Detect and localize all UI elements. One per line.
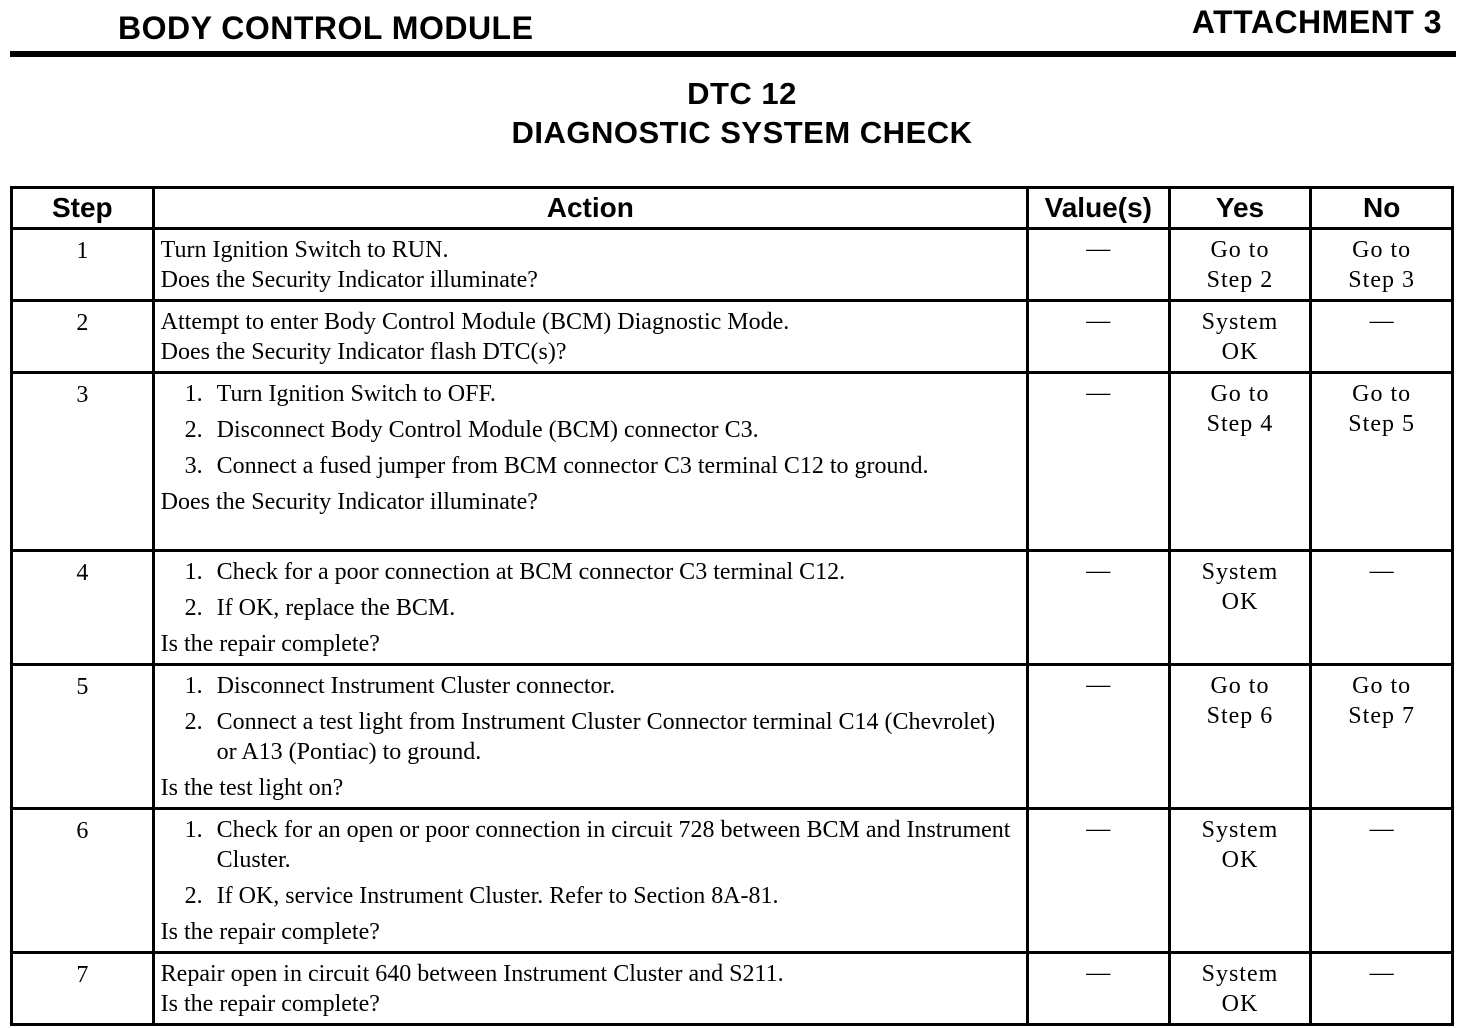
value-cell: — — [1027, 953, 1169, 1025]
action-text — [153, 551, 1027, 665]
substep: 1. Turn Ignition Switch to OFF. — [184, 381, 496, 407]
step-number: 5 — [12, 665, 154, 809]
action-question: Is the repair complete? — [160, 631, 380, 657]
table-row — [12, 229, 1453, 301]
action-question: Does the Security Indicator illuminate? — [160, 267, 538, 293]
yes-cell: System OK — [1169, 809, 1311, 953]
action-question: Is the repair complete? — [160, 991, 380, 1017]
table-row — [12, 373, 1453, 551]
yes-cell: Go to Step 2 — [1169, 229, 1311, 301]
yes-cell: System OK — [1169, 551, 1311, 665]
action-text — [153, 809, 1027, 953]
table-row — [12, 551, 1453, 665]
title-check-name: DIAGNOSTIC SYSTEM CHECK — [511, 115, 973, 150]
substep-list — [161, 671, 1020, 767]
no-cell: — — [1311, 953, 1453, 1025]
step-number: 2 — [12, 301, 154, 373]
yes-cell: System OK — [1169, 301, 1311, 373]
value-cell: — — [1027, 229, 1169, 301]
table-row — [12, 953, 1453, 1025]
substep: 2. Connect a test light from Instrument Cluster Connector terminal C14 (Chevrolet) or A13 (Pontiac) to ground. — [184, 709, 996, 765]
header-divider — [10, 51, 1456, 57]
no-cell: Go to Step 5 — [1311, 373, 1453, 551]
substep: 1. Check for a poor connection at BCM connector C3 terminal C12. — [184, 559, 846, 585]
substep-list — [161, 379, 1020, 481]
title-dtc-code: DTC 12 — [687, 76, 797, 111]
action-line: Repair open in circuit 640 between Instrument Cluster and S211. — [160, 961, 784, 987]
table-header-row — [12, 188, 1453, 229]
diagnostic-table — [10, 186, 1454, 1026]
no-cell: Go to Step 7 — [1311, 665, 1453, 809]
substep: 2. Disconnect Body Control Module (BCM) connector C3. — [184, 417, 759, 443]
column-header-action: Action — [153, 188, 1027, 229]
header-module-title: BODY CONTROL MODULE — [118, 10, 534, 46]
action-question: Is the repair complete? — [160, 919, 380, 945]
action-line: Attempt to enter Body Control Module (BCM) Diagnostic Mode. — [160, 309, 790, 335]
no-cell: — — [1311, 809, 1453, 953]
no-cell: — — [1311, 551, 1453, 665]
step-number: 1 — [12, 229, 154, 301]
substep: 2. If OK, replace the BCM. — [184, 595, 456, 621]
column-header-yes: Yes — [1169, 188, 1311, 229]
value-cell: — — [1027, 551, 1169, 665]
step-number: 3 — [12, 373, 154, 551]
action-text — [153, 373, 1027, 551]
action-question: Does the Security Indicator flash DTC(s)? — [160, 339, 567, 365]
value-cell: — — [1027, 809, 1169, 953]
column-header-no: No — [1311, 188, 1453, 229]
substep: 1. Check for an open or poor connection in circuit 728 between BCM and Instrument Cluster. — [184, 817, 1011, 873]
substep-list — [161, 557, 1020, 623]
yes-cell: System OK — [1169, 953, 1311, 1025]
no-cell: — — [1311, 301, 1453, 373]
action-question: Is the test light on? — [160, 775, 344, 801]
no-cell: Go to Step 3 — [1311, 229, 1453, 301]
column-header-step: Step — [12, 188, 154, 229]
yes-cell: Go to Step 4 — [1169, 373, 1311, 551]
table-row — [12, 301, 1453, 373]
action-line: Turn Ignition Switch to RUN. — [160, 237, 449, 263]
action-text — [153, 229, 1027, 301]
step-number: 6 — [12, 809, 154, 953]
action-text — [153, 301, 1027, 373]
table-row — [12, 809, 1453, 953]
table-row — [12, 665, 1453, 809]
substep: 3. Connect a fused jumper from BCM connector C3 terminal C12 to ground. — [184, 453, 929, 479]
header-attachment-label: ATTACHMENT 3 — [1191, 4, 1442, 40]
value-cell: — — [1027, 665, 1169, 809]
substep: 1. Disconnect Instrument Cluster connector. — [184, 673, 616, 699]
value-cell: — — [1027, 373, 1169, 551]
action-question: Does the Security Indicator illuminate? — [160, 489, 538, 515]
substep-list — [161, 815, 1020, 911]
substep: 2. If OK, service Instrument Cluster. Refer to Section 8A-81. — [184, 883, 779, 909]
action-text — [153, 665, 1027, 809]
action-text — [153, 953, 1027, 1025]
value-cell: — — [1027, 301, 1169, 373]
step-number: 4 — [12, 551, 154, 665]
page-title — [0, 74, 1472, 152]
step-number: 7 — [12, 953, 154, 1025]
column-header-values: Value(s) — [1027, 188, 1169, 229]
yes-cell: Go to Step 6 — [1169, 665, 1311, 809]
